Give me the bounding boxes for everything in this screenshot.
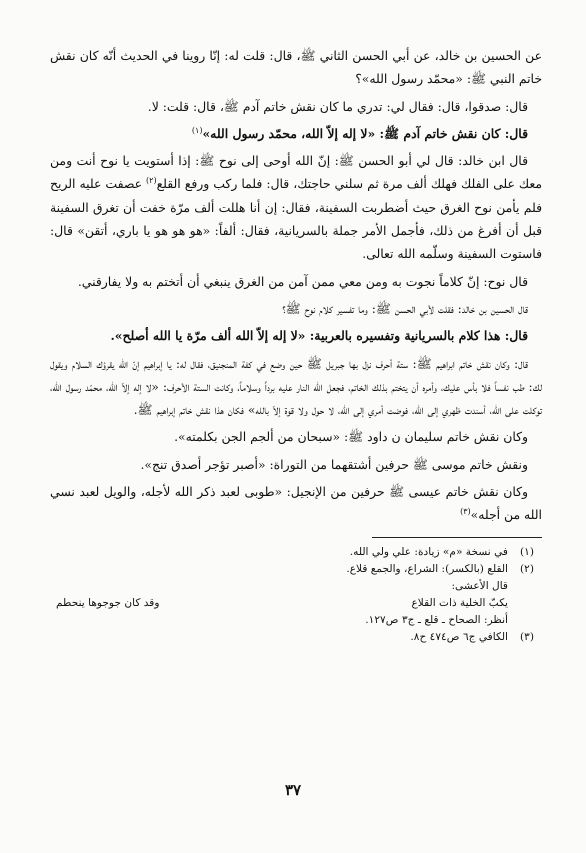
footnote xyxy=(50,544,542,561)
footnote xyxy=(50,561,542,578)
page-number: ٣٧ xyxy=(284,781,302,799)
footnote xyxy=(50,629,542,646)
paragraph xyxy=(50,352,542,422)
paragraph-text: قال: وكان نقش خاتم ابراهيم ﷺ: ستة أحرف نزل بها جبريل ﷺ حين وضع في كفة المنجنيق، فقال له: يا إبراهيم إنّ الله يقرؤك السلام ويقول لك: طب نفساً فلا بأس عليك، وأمره أن يتختم بذلك الخاتم، فجعل الله النار عليه برداً وسلاماً، وكانت الستة الأحرف: «لا إله إلاّ الله، محمّد رسول الله، توكلت على الله، أسندت ظهري إلى الله، فوضت أمري إلى الله، لا حول ولا قوة إلاّ بالله» فكان هذا نقش خاتم إبراهيم ﷺ. xyxy=(50,355,542,418)
paragraph xyxy=(50,270,542,293)
paragraph-text: عصفت عليه الريح فلم يأمن نوح الغرق حيث أضطربت السفينة، فقال: إن أنا هللت ألف مرّة خفت أن تغرق السفينة قبل أن أفرغ من ذلك، فأجمل الأمر جملة بالسريانية، فقال: ألفاً: «هو هو هو يا باري، أتقن» قال: فاستوت السفينة وسلّمه الله تعالى. xyxy=(50,176,542,262)
paragraph-text: قال نوح: إنّ كلاماً نجوت به ومن معي ممن آمن من الغرق ينبغي أن أتختم به ولا يفارقني. xyxy=(77,273,528,289)
paragraph xyxy=(50,297,542,320)
verse-hemistich-left: وقد كان جوجوها ينحطم xyxy=(56,596,160,609)
paragraph-text: قال الحسين بن خالد: فقلت لأبي الحسن ﷺ: وما تفسير كلام نوح ﷺ؟ xyxy=(282,300,528,316)
footnote-number: (١) xyxy=(520,545,534,558)
footnote-verse xyxy=(50,595,542,612)
paragraph xyxy=(50,324,542,347)
paragraph-text: قال: هذا كلام بالسريانية وتفسيره بالعربية: «لا إله إلاّ الله ألف مرّة يا الله أصلح». xyxy=(110,328,528,344)
paragraph xyxy=(50,453,542,476)
footnote-marker: (٣) xyxy=(460,507,471,517)
footnote-number: (٣) xyxy=(520,630,534,643)
paragraph-text: قال: كان نقش خاتم آدم ﷺ: «لا إله إلاّ الله، محمّد رسول الله» xyxy=(202,125,528,141)
paragraph-text: وكان نقش خاتم سليمان ن داود ﷺ: «سبحان من ألجم الجن بكلمته». xyxy=(174,429,528,445)
footnote-text: الكافي ج٦ ص٤٧٤ ح٨. xyxy=(410,630,508,643)
footnote-text: في نسخة «م» زيادة: علي ولي الله. xyxy=(349,545,508,558)
footnote-reference: أنظر: الصحاح ـ قلع ـ ج٣ ص١٢٧. xyxy=(365,613,508,626)
footnote-poet-line: قال الأعشى: xyxy=(451,579,508,592)
footnote-text: القلع (بالكسر): الشراع، والجمع قلاع. xyxy=(346,562,508,575)
verse-hemistich-right: يكبّ الخلية ذات القلاع xyxy=(411,596,508,609)
footnote-divider xyxy=(372,537,542,538)
paragraph-text: عن الحسين بن خالد، عن أبي الحسن الثاني ﷺ، قال: قلت له: إنّا روينا في الحديث أنّه كان نقش خاتم النبي ﷺ: «محمّد رسول الله»؟ xyxy=(50,48,542,87)
footnote-number: (٢) xyxy=(520,562,534,575)
paragraph xyxy=(50,149,542,265)
paragraph-text: قال ابن خالد: قال لي أبو الحسن ﷺ: إنّ الله أوحى إلى نوح ﷺ: إذا أستويت يا نوح أنت ومن معك على الفلك فهلك ألف مرة ثم سلني حاجتك، قال: فلما ركب ورفع القلع xyxy=(50,153,542,192)
paragraph xyxy=(50,44,542,91)
paragraph-text: قال: صدقوا، قال: فقال لي: تدري ما كان نقش خاتم آدم ﷺ، قال: قلت: لا. xyxy=(147,98,528,114)
paragraph-text: ونقش خاتم موسى ﷺ حرفين أشتقهما من التوراة: «أصبر تؤجر أصدق تنج». xyxy=(140,456,528,472)
paragraph-text: وكان نقش خاتم عيسى ﷺ حرفين من الإنجيل: «طوبى لعبد ذكر الله لأجله، والويل لعبد نسي الله من أجله» xyxy=(50,484,542,523)
paragraph xyxy=(50,425,542,448)
paragraph xyxy=(50,95,542,118)
footnote-marker: (١) xyxy=(191,125,203,135)
footnote-marker: (٢) xyxy=(146,176,157,186)
paragraph xyxy=(50,122,542,145)
paragraph xyxy=(50,480,542,527)
